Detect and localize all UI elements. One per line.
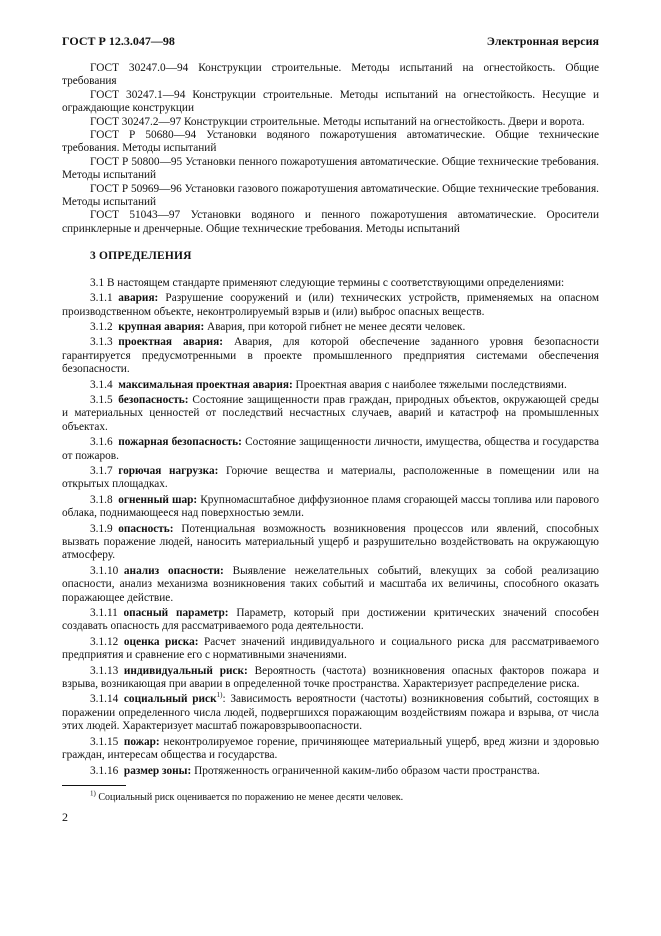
definition-text: Зависимость вероятности (частоты) возникновения событий, состоящих в поражении определенного числа людей, подвергшихся поражающим воздействиям пожара и взрыва, от числа этих людей. Характеризует масштаб пожаровзрывоопасности. bbox=[62, 693, 600, 733]
definition-term: горючая нагрузка: bbox=[118, 464, 219, 477]
definition-item bbox=[62, 465, 599, 492]
definition-number: 3.1.8 bbox=[90, 493, 113, 506]
definition-number: 3.1.15 bbox=[90, 735, 119, 748]
definition-text: Разрушение сооружений и (или) технических устройств, применяемых на опасном производственном объекте, неконтролируемый взрыв и (или) выброс опасных веществ. bbox=[62, 292, 599, 318]
definition-term: опасность: bbox=[118, 522, 174, 535]
footnote-mark: 1) bbox=[90, 789, 96, 798]
reference-item: ГОСТ 30247.1—94 Конструкции строительные. Методы испытаний на огнестойкость. Несущие и ограждающие конструкции bbox=[62, 88, 599, 115]
definition-number: 3.1.3 bbox=[90, 336, 113, 349]
definition-term: огненный шар: bbox=[118, 493, 198, 506]
definition-item bbox=[62, 494, 599, 521]
definition-number: 3.1.14 bbox=[90, 693, 119, 706]
footnote-text: Социальный риск оценивается по поражению не менее десяти человек. bbox=[98, 792, 404, 803]
definition-term: оценка риска: bbox=[123, 635, 199, 648]
page-content bbox=[62, 62, 599, 778]
definition-text: Вероятность (частота) возникновения опасных факторов пожара и взрыва, возникающая при аварии в определенной точке пространства. Характеризует распределение риска. bbox=[62, 664, 600, 691]
definition-term: максимальная проектная авария: bbox=[118, 378, 293, 391]
definition-item bbox=[62, 523, 599, 563]
definition-text: Параметр, который при достижении критических значений способен создавать опасность для рассматриваемого рода деятельности. bbox=[62, 607, 599, 633]
definition-term: опасный параметр: bbox=[123, 607, 229, 620]
reference-item: ГОСТ 30247.2—97 Конструкции строительные. Методы испытаний на огнестойкость. Двери и ворота. bbox=[90, 115, 585, 128]
definition-colon: : bbox=[222, 693, 226, 706]
definition-number: 3.1.1 bbox=[90, 292, 113, 305]
definition-item bbox=[62, 736, 599, 763]
definition-text: Выявление нежелательных событий, влекущих за собой реализацию опасности, анализ механизма возникновения таких событий и масштаба их величины, способного оказать поражающее действие. bbox=[62, 564, 599, 604]
footnote-reference: 1) bbox=[216, 691, 223, 700]
definition-number: 3.1.13 bbox=[90, 664, 119, 677]
definition-text: Горючие вещества и материалы, расположенные в помещении или на открытых площадках. bbox=[62, 464, 600, 491]
definition-term: проектная авария: bbox=[118, 336, 224, 349]
definition-item bbox=[62, 436, 599, 463]
definition-item bbox=[62, 321, 599, 334]
definition-number: 3.1.16 bbox=[90, 764, 119, 777]
definitions-list bbox=[62, 292, 599, 778]
definition-item bbox=[62, 665, 599, 692]
definition-term: пожарная безопасность: bbox=[118, 436, 242, 449]
definition-term: крупная авария: bbox=[118, 320, 205, 333]
definition-text: Проектная авария с наиболее тяжелыми последствиями. bbox=[295, 378, 567, 391]
reference-item: ГОСТ 30247.0—94 Конструкции строительные. Методы испытаний на огнестойкость. Общие требования bbox=[62, 62, 599, 88]
definition-text: Состояние защищенности прав граждан, природных объектов, окружающей среды и материальных ценностей от последствий несчастных случаев, аварий и катастроф на промышленных объектах. bbox=[62, 393, 599, 433]
definition-text: Расчет значений индивидуального и социального риска для рассматриваемого предприятия и сравнение его с нормативными значениями. bbox=[62, 635, 600, 662]
reference-item: ГОСТ Р 50800—95 Установки пенного пожаротушения автоматические. Общие технические требования. Методы испытаний bbox=[62, 155, 599, 182]
footnote-rule bbox=[62, 785, 126, 786]
definition-item bbox=[62, 565, 599, 605]
definition-item bbox=[62, 394, 599, 434]
definition-item bbox=[62, 336, 599, 376]
edition-label: Электронная версия bbox=[486, 34, 599, 48]
section-title: 3 ОПРЕДЕЛЕНИЯ bbox=[90, 250, 192, 263]
reference-item: ГОСТ Р 50969—96 Установки газового пожаротушения автоматические. Общие технические требования. Методы испытаний bbox=[62, 182, 599, 209]
definition-term: размер зоны: bbox=[123, 764, 192, 777]
footnote bbox=[62, 789, 599, 804]
references-list bbox=[62, 62, 599, 236]
definition-number: 3.1.6 bbox=[90, 436, 113, 449]
definition-number: 3.1.4 bbox=[90, 378, 113, 391]
definition-text: Крупномасштабное диффузионное пламя сгорающей массы топлива или парового облака, поднимающееся над поверхностью земли. bbox=[62, 493, 600, 520]
definition-number: 3.1.7 bbox=[90, 464, 113, 477]
definition-number: 3.1.11 bbox=[90, 607, 118, 620]
definition-term: авария: bbox=[118, 292, 159, 305]
definition-item bbox=[62, 607, 599, 634]
definition-item bbox=[62, 765, 599, 778]
definition-term: безопасность: bbox=[118, 393, 189, 406]
definition-number: 3.1.5 bbox=[90, 393, 113, 406]
definition-number: 3.1.2 bbox=[90, 320, 113, 333]
definition-number: 3.1.9 bbox=[90, 522, 113, 535]
section-intro: 3.1 В настоящем стандарте применяют следующие термины с соответствующими определениями: bbox=[90, 276, 565, 289]
definition-term: социальный риск bbox=[123, 693, 217, 706]
definition-term: индивидуальный риск: bbox=[123, 664, 248, 677]
reference-item: ГОСТ Р 50680—94 Установки водяного пожаротушения автоматические. Общие технические требования. Методы испытаний bbox=[62, 129, 599, 155]
definition-number: 3.1.10 bbox=[90, 564, 119, 577]
definition-term: анализ опасности: bbox=[123, 564, 224, 577]
definition-item bbox=[62, 292, 599, 319]
running-header bbox=[62, 34, 599, 50]
definition-item bbox=[62, 379, 599, 392]
definition-text: Авария, при которой гибнет не менее десяти человек. bbox=[207, 320, 466, 333]
definition-number: 3.1.12 bbox=[90, 635, 119, 648]
reference-item: ГОСТ 51043—97 Установки водяного и пенного пожаротушения автоматические. Оросители спринклерные и дренчерные. Общие технические требования. Методы испытаний bbox=[62, 209, 599, 235]
definition-text: Потенциальная возможность возникновения процессов или явлений, способных вызвать поражение людей, наносить материальный ущерб и разрушительно воздействовать на окружающую атмосферу. bbox=[62, 522, 599, 562]
definition-item bbox=[62, 636, 599, 663]
document-code: ГОСТ Р 12.3.047—98 bbox=[62, 34, 175, 48]
definition-text: Авария, для которой обеспечение заданного уровня безопасности гарантируется предусмотренными в проекте промышленного предприятия системами обеспечения безопасности. bbox=[62, 336, 599, 376]
definition-item bbox=[62, 693, 599, 733]
definition-text: неконтролируемое горение, причиняющее материальный ущерб, вред жизни и здоровью граждан, интересам общества и государства. bbox=[62, 735, 600, 762]
definition-text: Состояние защищенности личности, имущества, общества и государства от пожаров. bbox=[62, 436, 600, 462]
definition-term: пожар: bbox=[123, 735, 160, 748]
page-number: 2 bbox=[62, 810, 68, 824]
definition-text: Протяженность ограниченной каким-либо образом части пространства. bbox=[194, 764, 540, 777]
